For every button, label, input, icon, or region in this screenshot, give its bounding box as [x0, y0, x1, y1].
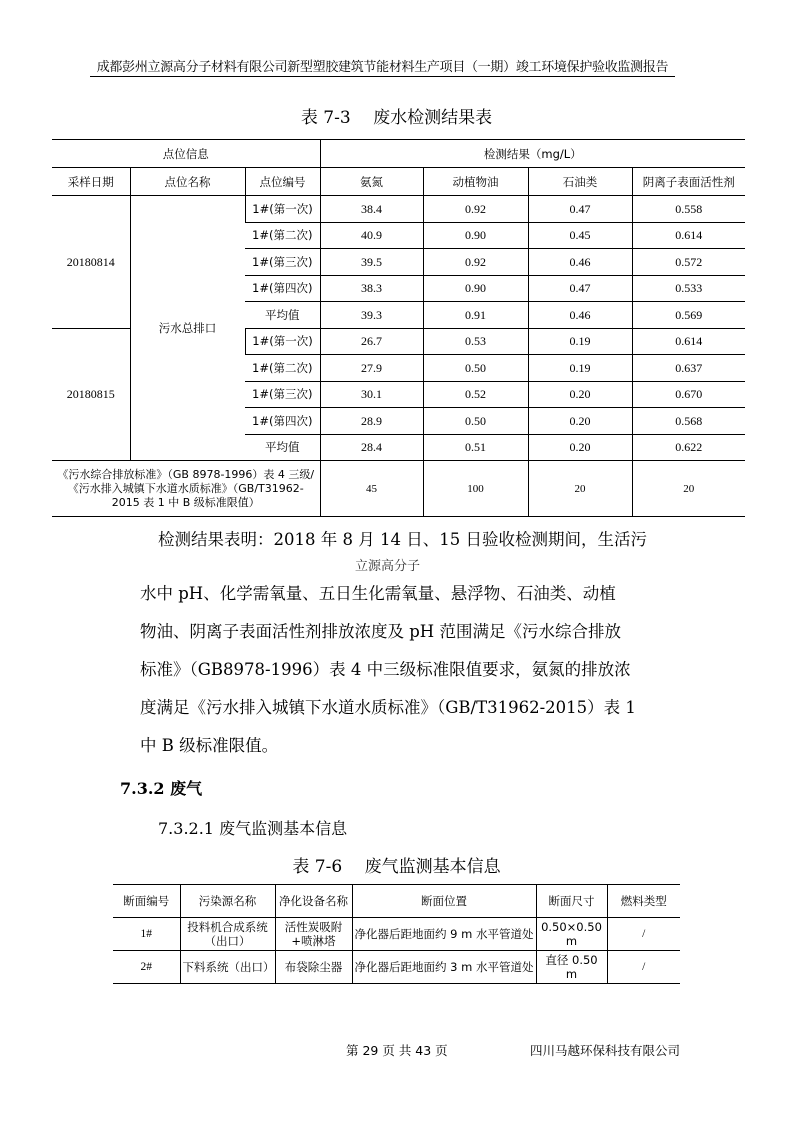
table-cell: 净化设备名称 [275, 885, 352, 918]
table-cell: 断面编号 [113, 885, 180, 918]
table-cell: 0.51 [423, 434, 528, 461]
table-cell: 0.50 [423, 408, 528, 435]
table-cell: 38.3 [320, 275, 423, 302]
table-cell: 28.4 [320, 434, 423, 461]
table-cell: 0.670 [632, 381, 745, 408]
table-cell: 45 [320, 461, 423, 517]
table-cell: 1#(第二次) [245, 222, 320, 249]
table-cell: 0.568 [632, 408, 745, 435]
table-cell: 点位名称 [130, 168, 245, 196]
table-cell: 20 [632, 461, 745, 517]
table-cell: 39.5 [320, 249, 423, 276]
table-cell: 0.19 [528, 328, 632, 355]
table-cell: 2# [113, 951, 180, 984]
page-number: 第 29 页 共 43 页 [346, 1043, 448, 1058]
table-7-6-title: 表 7-6 废气监测基本信息 [292, 857, 501, 877]
table-cell: 0.20 [528, 408, 632, 435]
table-cell: 1#(第一次) [245, 328, 320, 355]
table-cell: / [607, 918, 680, 951]
table-cell: 0.558 [632, 196, 745, 223]
running-header: 成都彭州立源高分子材料有限公司新型塑胶建筑节能材料生产项目（一期）竣工环境保护验收监测报告 [90, 56, 675, 77]
paragraph-line: 物油、阴离子表面活性剂排放浓度及 pH 范围满足《污水综合排放 [140, 622, 621, 641]
table-row [52, 196, 745, 223]
watermark-text: 立源高分子 [355, 559, 421, 574]
table-cell: 0.622 [632, 434, 745, 461]
table-cell: 0.90 [423, 275, 528, 302]
table-cell: 活性炭吸附+喷淋塔 [275, 918, 352, 951]
table-cell: 净化器后距地面约 9 m 水平管道处 [352, 918, 536, 951]
table-cell: 动植物油 [423, 168, 528, 196]
table-cell: 采样日期 [52, 168, 130, 196]
table-cell: 20180815 [52, 328, 130, 461]
table-cell: 26.7 [320, 328, 423, 355]
table-cell: 断面尺寸 [536, 885, 607, 918]
subsection-heading: 7.3.2.1 废气监测基本信息 [158, 819, 348, 838]
table-7-3-title: 表 7-3 废水检测结果表 [300, 108, 493, 128]
paragraph-line: 标准》（GB8978-1996）表 4 中三级标准限值要求，氨氮的排放浓 [140, 660, 631, 679]
table-cell: 阴离子表面活性剂 [632, 168, 745, 196]
table-cell: 0.20 [528, 381, 632, 408]
table-cell: / [607, 951, 680, 984]
table-cell: 下料系统（出口） [180, 951, 275, 984]
table-cell: 0.52 [423, 381, 528, 408]
table-cell: 1#(第三次) [245, 381, 320, 408]
table-cell: 0.53 [423, 328, 528, 355]
table-cell: 0.50×0.50 m [536, 918, 607, 951]
table-cell: 平均值 [245, 434, 320, 461]
table-cell: 0.46 [528, 302, 632, 329]
table-cell: 检测结果（mg/L） [320, 140, 745, 168]
table-cell: 1#(第一次) [245, 196, 320, 223]
table-cell: 氨氮 [320, 168, 423, 196]
table-row [113, 951, 680, 984]
paragraph-line: 检测结果表明：2018 年 8 月 14 日、15 日验收检测期间，生活污 [158, 530, 647, 549]
table-cell: 100 [423, 461, 528, 517]
table-cell: 布袋除尘器 [275, 951, 352, 984]
table-cell: 0.20 [528, 434, 632, 461]
paragraph-line: 水中 pH、化学需氧量、五日生化需氧量、悬浮物、石油类、动植 [140, 584, 616, 603]
table-cell: 27.9 [320, 355, 423, 382]
paragraph-line: 度满足《污水排入城镇下水道水质标准》（GB/T31962-2015）表 1 [140, 698, 636, 717]
table-cell: 1#(第四次) [245, 275, 320, 302]
table-cell: 0.572 [632, 249, 745, 276]
table-cell: 20 [528, 461, 632, 517]
table-cell: 直径 0.50 m [536, 951, 607, 984]
results-paragraph [140, 521, 680, 765]
table-cell: 0.90 [423, 222, 528, 249]
section-heading: 7.3.2 废气 [120, 779, 203, 798]
table-cell: 污水总排口 [130, 196, 245, 461]
standard-row [52, 461, 745, 517]
table-cell: 0.92 [423, 249, 528, 276]
column-header-row [113, 885, 680, 918]
table-cell: 0.19 [528, 355, 632, 382]
table-cell: 燃料类型 [607, 885, 680, 918]
table-cell: 0.46 [528, 249, 632, 276]
table-cell: 0.47 [528, 275, 632, 302]
table-row [113, 918, 680, 951]
table-cell: 0.533 [632, 275, 745, 302]
table-cell: 38.4 [320, 196, 423, 223]
table-cell: 1#(第二次) [245, 355, 320, 382]
table-cell: 0.91 [423, 302, 528, 329]
table-cell: 点位信息 [52, 140, 320, 168]
table-cell: 《污水综合排放标准》（GB 8978-1996）表 4 三级/《污水排入城镇下水道水质标准》（GB/T31962-2015 表 1 中 B 级标准限值） [52, 461, 320, 517]
footer-company: 四川马越环保科技有限公司 [530, 1043, 681, 1058]
table-cell: 1#(第三次) [245, 249, 320, 276]
table-cell: 0.637 [632, 355, 745, 382]
paragraph-line: 中 B 级标准限值。 [140, 736, 279, 755]
table-cell: 断面位置 [352, 885, 536, 918]
table-cell: 1# [113, 918, 180, 951]
table-cell: 0.92 [423, 196, 528, 223]
table-cell: 投料机合成系统（出口） [180, 918, 275, 951]
table-cell: 0.47 [528, 196, 632, 223]
table-cell: 40.9 [320, 222, 423, 249]
table-cell: 0.45 [528, 222, 632, 249]
table-cell: 点位编号 [245, 168, 320, 196]
table-cell: 30.1 [320, 381, 423, 408]
group-header-row [52, 140, 745, 168]
wastewater-results-table [52, 139, 745, 517]
column-header-row [52, 168, 745, 196]
table-cell: 39.3 [320, 302, 423, 329]
exhaust-info-table [113, 884, 680, 984]
table-cell: 0.569 [632, 302, 745, 329]
table-cell: 1#(第四次) [245, 408, 320, 435]
table-cell: 污染源名称 [180, 885, 275, 918]
table-cell: 净化器后距地面约 3 m 水平管道处 [352, 951, 536, 984]
table-cell: 平均值 [245, 302, 320, 329]
table-cell: 0.614 [632, 328, 745, 355]
table-cell: 28.9 [320, 408, 423, 435]
table-cell: 石油类 [528, 168, 632, 196]
table-cell: 20180814 [52, 196, 130, 329]
table-cell: 0.50 [423, 355, 528, 382]
table-cell: 0.614 [632, 222, 745, 249]
